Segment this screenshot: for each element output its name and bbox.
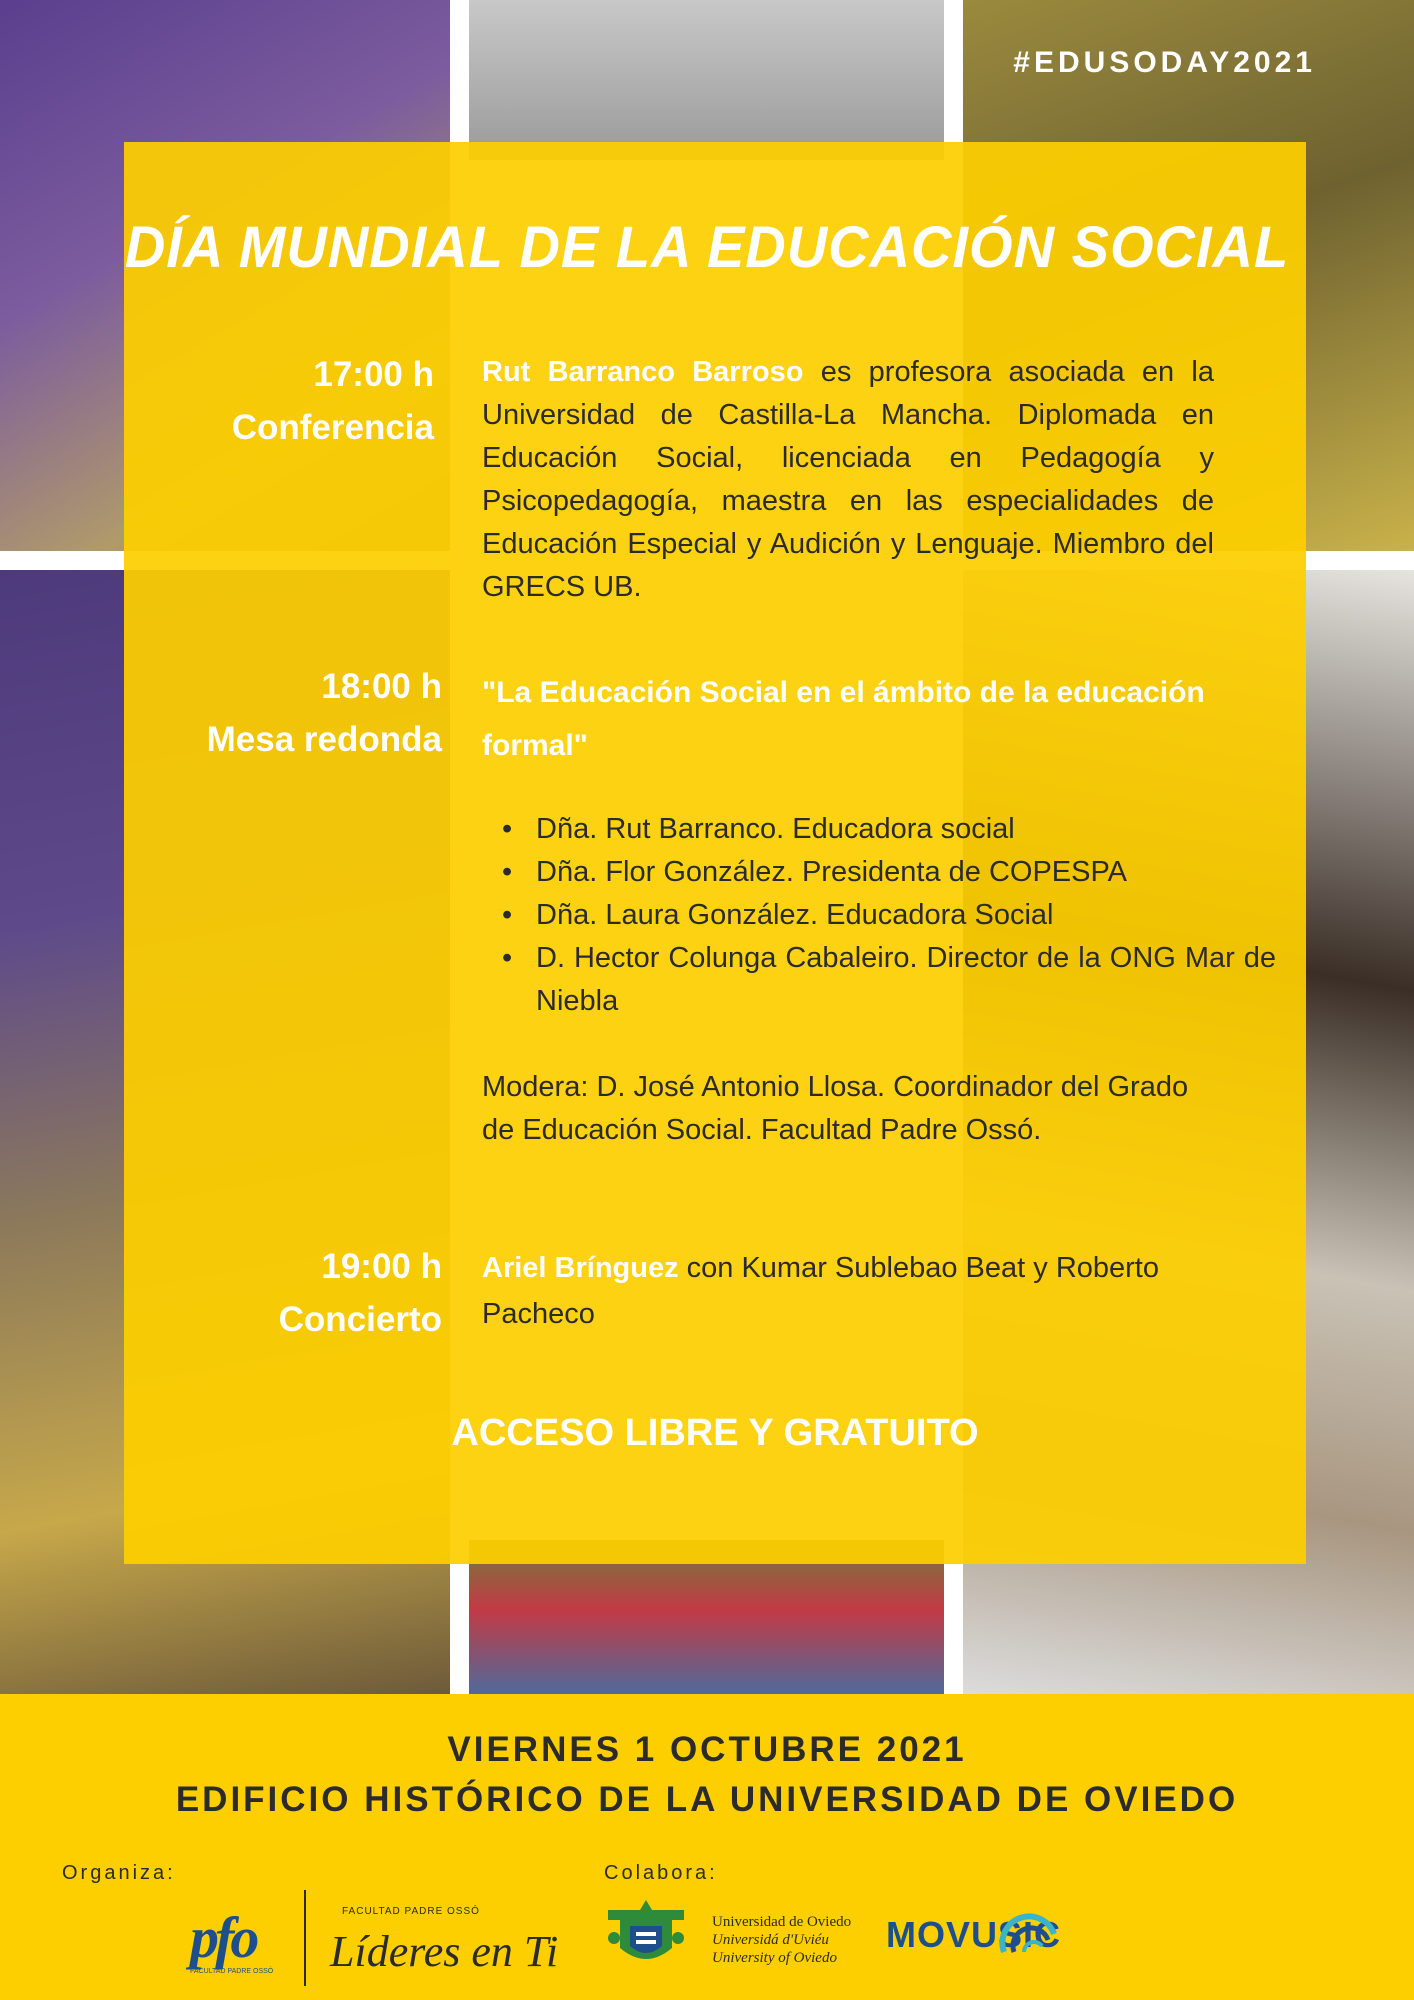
event-venue: EDIFICIO HISTÓRICO DE LA UNIVERSIDAD DE OVIEDO [175,1780,1239,1819]
artist-guests: con Kumar Sublebao Beat y Roberto Pacheco [482,1252,1159,1330]
hashtag: #EDUSODAY2021 [1013,46,1316,79]
event-kind: Mesa redonda [206,720,442,759]
event-date: VIERNES 1 OCTUBRE 2021 [447,1730,967,1769]
event-time-conferencia [114,348,434,454]
logo-divider [304,1890,306,1986]
pfo-logo: pfo [190,1905,256,1970]
page-title: DÍA MUNDIAL DE LA EDUCACIÓN SOCIAL [124,213,1290,280]
artist-name: Ariel Brínguez [482,1252,679,1284]
event-time: 19:00 h [321,1247,442,1286]
university-name-ast: Universidá d'Uviéu [712,1932,829,1948]
event-time-mesa-redonda [122,660,442,766]
event-time-concierto [122,1240,442,1346]
university-shield-icon [600,1898,692,1970]
event-time: 17:00 h [313,355,434,394]
footer-band [0,1694,1414,2000]
university-name-en: University of Oviedo [712,1950,837,1966]
movusic-logo: MOVUSIC [886,1914,1062,1955]
movusic-wave-icon [996,1894,1060,1958]
speaker-bio: es profesora asociada en la Universidad de Castilla-La Mancha. Diplomada en Educación Social, licenciada en Pedagogía y Psicopedagogía, maestra en las especialidades de Educación Especial y Audición y Lenguaje. Miembro del GRECS UB. [482,356,1214,603]
photo-grey-top [469,0,944,160]
list-item: • Dña. Flor González. Presidenta de COPESPA [536,851,1276,894]
list-item: • D. Hector Colunga Cabaleiro. Director de la ONG Mar de Niebla [536,937,1276,1023]
talk-title: "La Educación Social en el ámbito de la educación formal" [482,676,1205,762]
pfo-logo-caption: FACULTAD PADRE OSSÓ [190,1968,274,1975]
event-kind: Conferencia [231,408,434,447]
access-note: ACCESO LIBRE Y GRATUITO [451,1412,979,1454]
event-description-concierto [482,1245,1222,1337]
list-item: • Dña. Rut Barranco. Educadora social [536,808,1276,851]
speaker-name: Rut Barranco Barroso [482,356,804,388]
colabora-label: Colabora: [604,1862,718,1884]
panelist-list [494,808,1276,1023]
event-description-conferencia [482,351,1214,609]
moderator: Modera: D. José Antonio Llosa. Coordinador del Grado de Educación Social. Facultad Padre Ossó. [482,1071,1189,1146]
event-time: 18:00 h [321,667,442,706]
event-kind: Concierto [278,1300,442,1339]
list-item: • Dña. Laura González. Educadora Social [536,894,1276,937]
lideres-logo: Líderes en Ti [330,1927,559,1976]
organiza-label: Organiza: [62,1862,176,1884]
facultad-label: FACULTAD PADRE OSSÓ [342,1906,480,1917]
university-name-es: Universidad de Oviedo [712,1914,852,1930]
